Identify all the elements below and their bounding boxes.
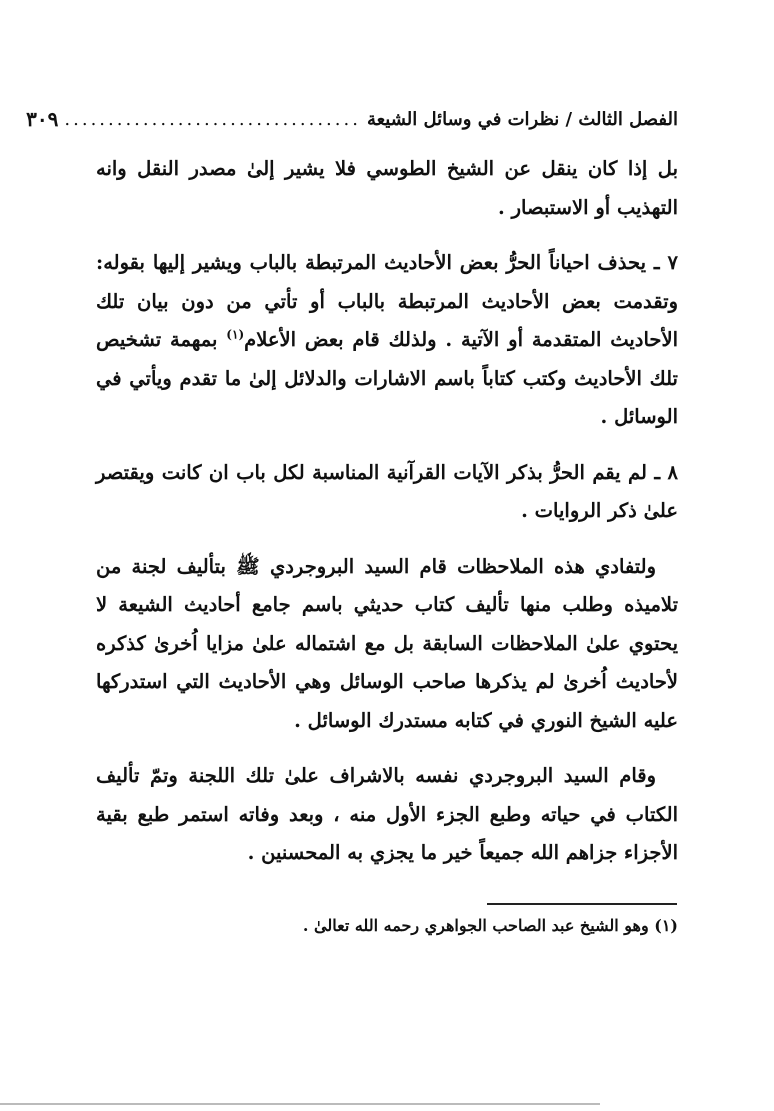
paragraph-text: ولتفادي هذه الملاحظات قام السيد البروجردي ﷺ بتأليف لجنة من تلاميذه وطلب منها تأليف كتاب حديثي باسم جامع أحاديث الشيعة لا يحتوي علىٰ الملاحظات السابقة بل مع اشتماله علىٰ مزايا اُخرىٰ كذكره لأحاديث اُخرىٰ لم يذكرها صاحب الوسائل وهي الأحاديث التي استدركها عليه الشيخ النوري في كتابه مستدرك الوسائل . (96, 554, 678, 732)
page-bottom-edge (0, 1103, 600, 1105)
paragraph-text: ٧ ـ يحذف احياناً الحرُّ بعض الأحاديث المرتبطة بالباب ويشير إليها بقوله: وتقدمت بعض الأحاديث المرتبطة بالباب أو تأتي من دون بيان تلك الأحاديث المتقدمة أو الآتية . ولذلك قام بعض الأعلام (96, 251, 678, 351)
running-header (26, 104, 678, 134)
footnote-text: (١) وهو الشيخ عبد الصاحب الجواهري رحمه الله تعالىٰ . (302, 916, 678, 935)
paragraph-point-8 (96, 454, 678, 531)
body-text (96, 150, 678, 890)
leader-dots: .................................. (64, 108, 361, 130)
paragraph-text: وقام السيد البروجردي نفسه بالاشراف علىٰ تلك اللجنة وتمّ تأليف الكتاب في حياته وطبع الجزء الأول منه ، وبعد وفاته استمر طبع بقية الأجزاء جزاهم الله جميعاً خير ما يجزي به المحسنين . (96, 764, 678, 864)
footnote-divider (487, 903, 677, 905)
page-number: ٣٠٩ (26, 107, 59, 131)
paragraph-text: بمهمة تشخيص تلك الأحاديث وكتب كتاباً باسم الاشارات والدلائل إلىٰ ما تقدم ويأتي في الوسائل . (96, 328, 678, 428)
paragraph-borujerdi-supervision (96, 757, 678, 873)
paragraph-point-7 (96, 244, 678, 437)
paragraph-text: بل إذا كان ينقل عن الشيخ الطوسي فلا يشير إلىٰ مصدر النقل وانه التهذيب أو الاستبصار . (96, 157, 678, 219)
paragraph-text: ٨ ـ لم يقم الحرُّ بذكر الآيات القرآنية المناسبة لكل باب ان كانت ويقتصر علىٰ ذكر الروايات . (96, 460, 678, 522)
paragraph-borujerdi-committee (96, 548, 678, 741)
footnote-reference[interactable]: (١) (226, 327, 245, 342)
paragraph-continuation (96, 150, 678, 227)
chapter-title: الفصل الثالث / نظرات في وسائل الشيعة (366, 108, 678, 130)
footnote (100, 910, 678, 942)
